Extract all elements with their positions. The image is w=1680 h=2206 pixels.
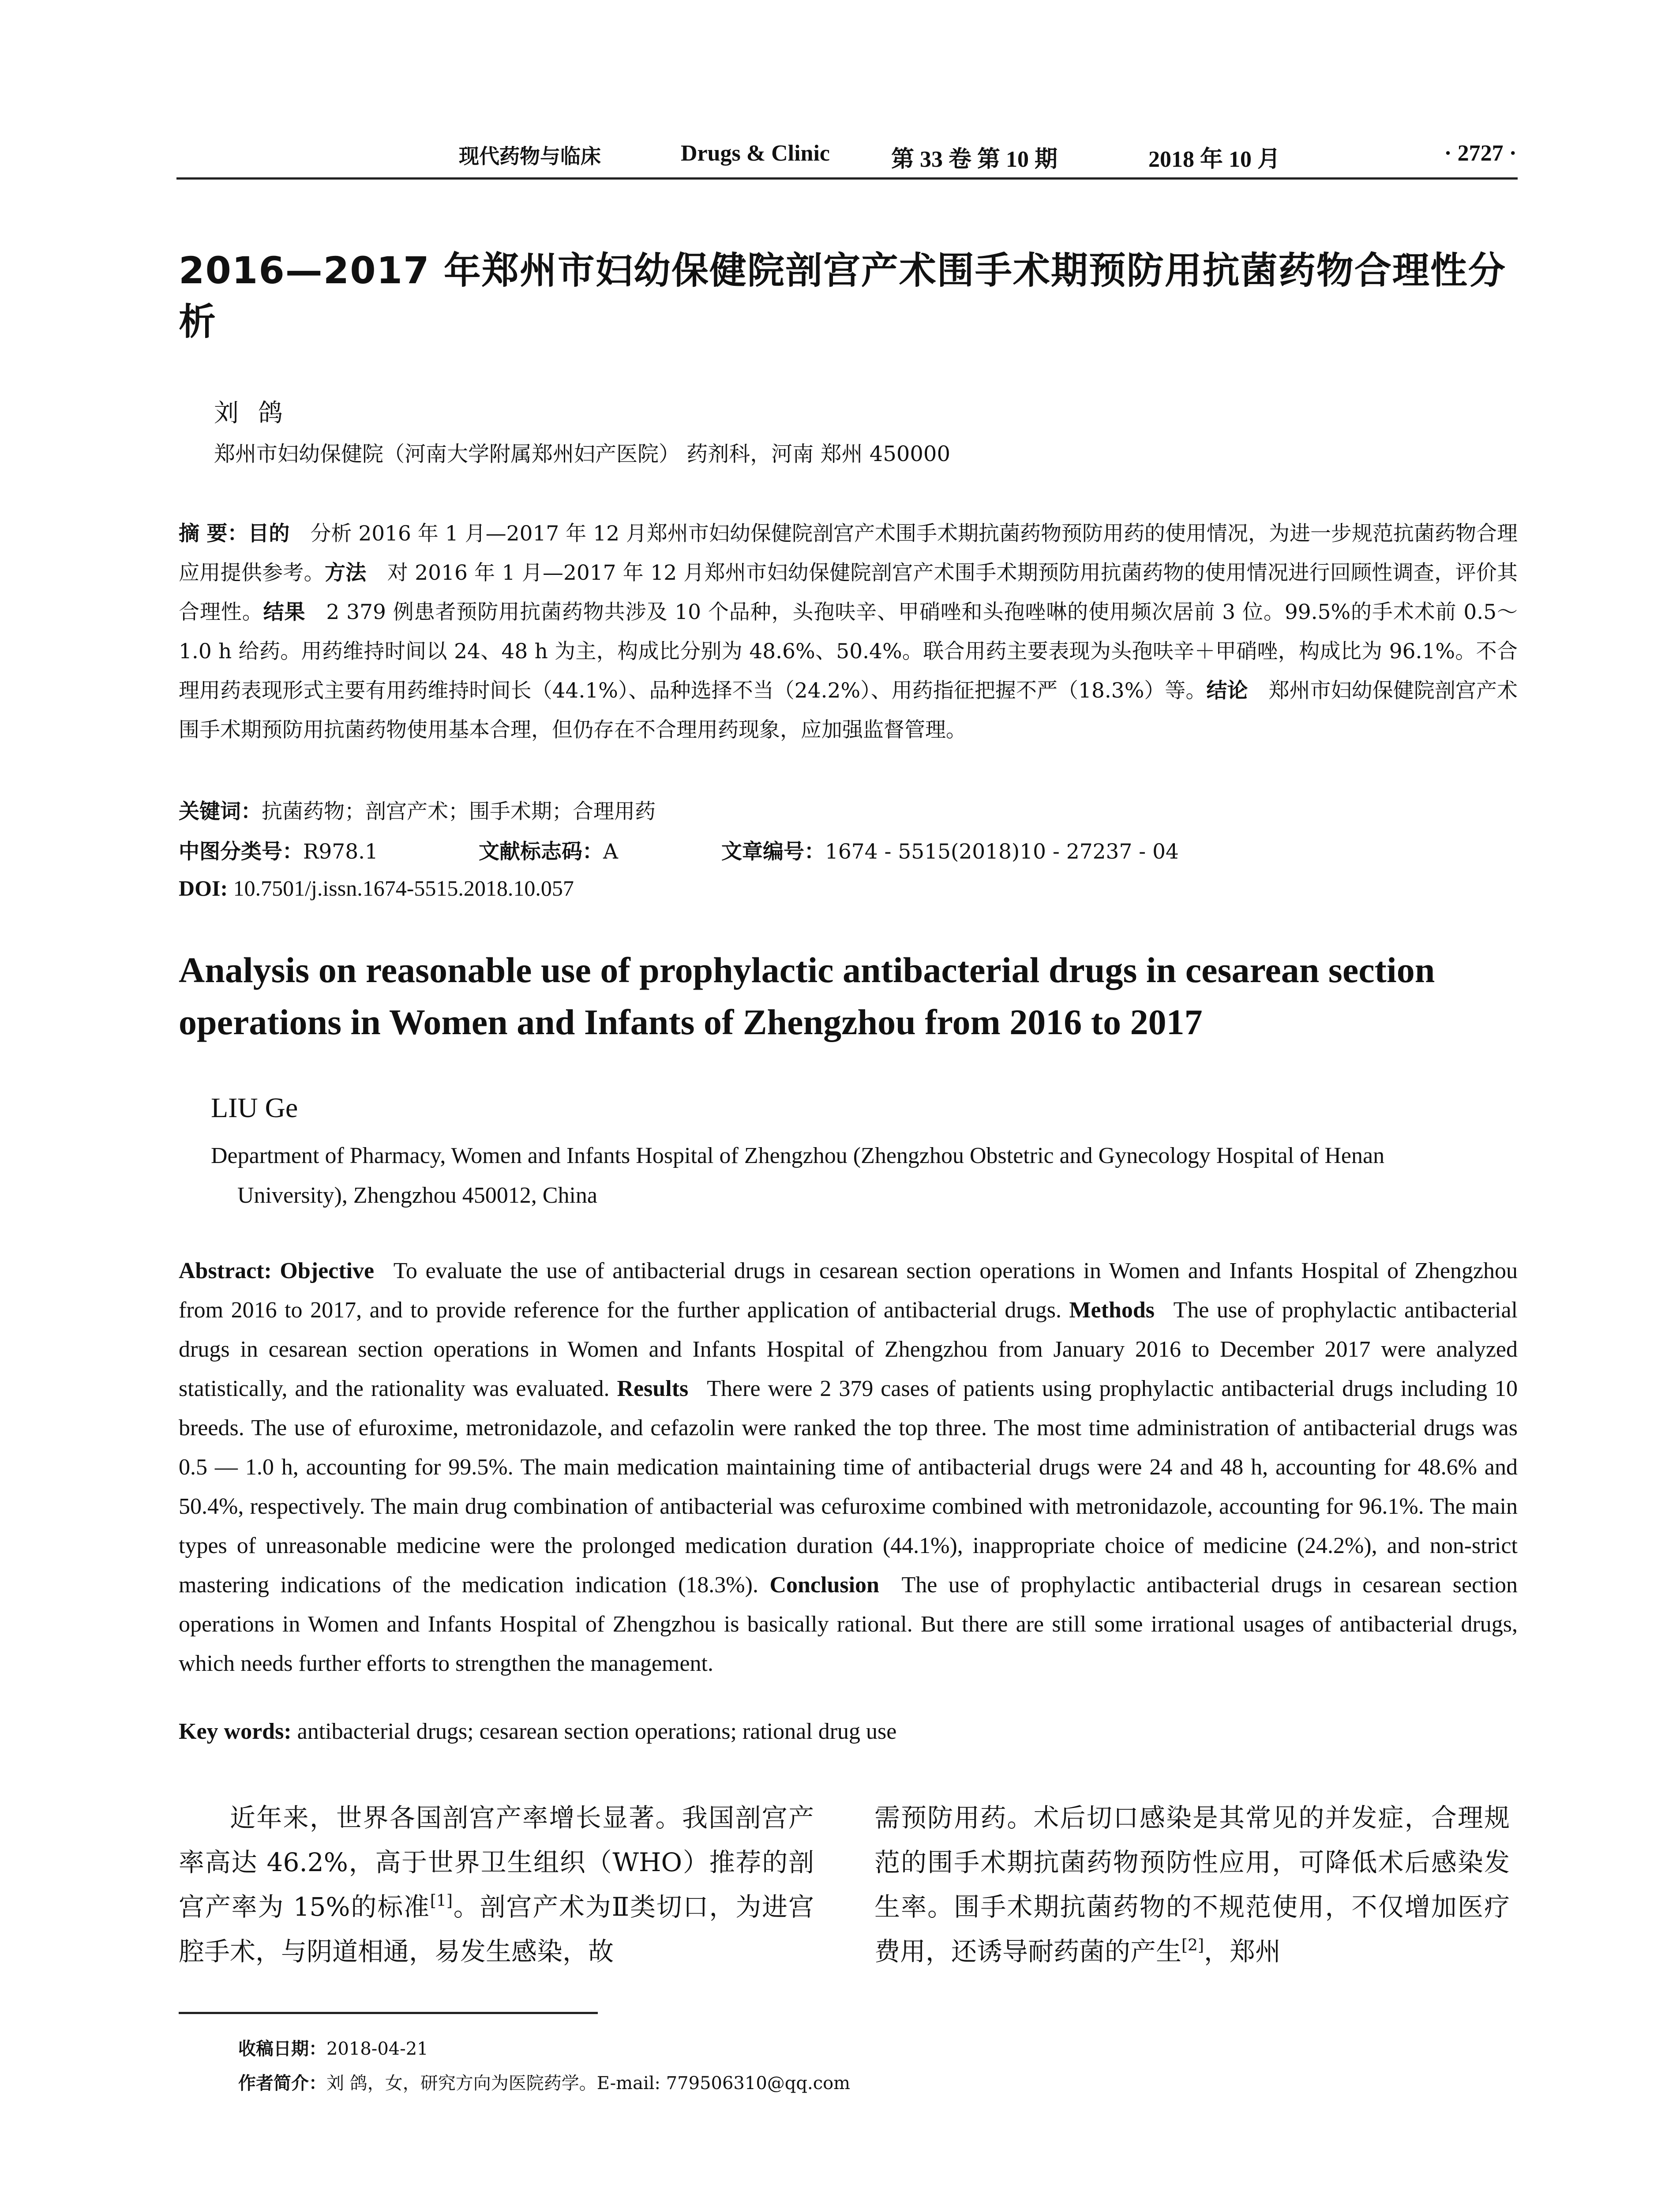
classification-line [179,835,1238,862]
keywords-en: antibacterial drugs; cesarean section operations; rational drug use [297,1719,897,1744]
objective-cn: 分析 2016 年 1 月—2017 年 12 月郑州市妇幼保健院剖宫产术围手术期抗菌药物预防用药的使用情况，为进一步规范抗菌药物合理应用提供参考。 [179,521,1518,585]
body-left-text-a: 近年来，世界各国剖宫产率增长显著。我国剖宫产率高达 46.2%，高于世界卫生组织（WHO）推荐的剖宫产率为 15%的标准 [179,1803,814,1922]
methods-cn: 对 2016 年 1 月—2017 年 12 月郑州市妇幼保健院剖宫产术围手术期预防用抗菌药物的使用情况进行回顾性调查，评价其合理性。 [179,561,1518,624]
clc-item [179,835,378,865]
results-label-en: Results [617,1376,689,1401]
abstract-cn [179,514,1518,750]
methods-label-cn: 方法 [324,561,367,585]
citation-2[interactable]: [2] [1181,1936,1204,1955]
footnote-rule [179,2012,598,2014]
footnote-author-bio [238,2069,850,2094]
bio-text: 刘 鸽，女，研究方向为医院药学。E-mail: 779506310@qq.com [326,2073,851,2093]
doi-value[interactable]: 10.7501/j.issn.1674-5515.2018.10.057 [233,876,574,900]
received-date: 2018-04-21 [326,2039,428,2059]
author-cn: 刘鸽 [214,399,302,428]
conclusion-label-en: Conclusion [769,1572,879,1598]
received-label: 收稿日期： [238,2039,326,2059]
abstract-label-en: Abstract: Objective [179,1258,375,1283]
doc-code-item [479,835,618,865]
methods-en: The use of prophylactic antibacterial drugs in cesarean section operations in Women and Infants Hospital of Zhengzhou from January 2016 to December 2017 were analyzed statistically, and the rationality was evaluated. [179,1298,1518,1401]
keywords-cn: 抗菌药物；剖宫产术；围手术期；合理用药 [262,799,656,824]
doi-label: DOI: [179,876,228,900]
journal-name-en: Drugs & Clinic [681,141,830,166]
body-right-text-a: 需预防用药。术后切口感染是其常见的并发症，合理规范的围手术期抗菌药物预防性应用，可降低术后感染发生率。围手术期抗菌药物的不规范使用，不仅增加医疗费用，还诱导耐药菌的产生 [874,1803,1510,1966]
author-en: LIU Ge [211,1092,298,1123]
conclusion-en: The use of prophylactic antibacterial drugs in cesarean section operations in Women and Infants Hospital of Zhengzhou is basically rational. But there are still some irrational usages of antibacterial drugs, which needs further efforts to strengthen the management. [179,1572,1518,1676]
conclusion-cn: 郑州市妇幼保健院剖宫产术围手术期预防用抗菌药物使用基本合理，但仍存在不合理用药现象，应加强监督管理。 [179,679,1518,742]
objective-en: To evaluate the use of antibacterial drugs in cesarean section operations in Women and Infants Hospital of Zhengzhou from 2016 to 2017, and to provide reference for the further application of antibacterial drugs. [179,1258,1518,1323]
body-column-right [874,1796,1510,1974]
page-number: · 2727 · [1444,141,1517,166]
citation-1[interactable]: [1] [430,1892,453,1910]
keywords-cn-line [179,795,656,825]
article-no-item [721,835,1179,865]
abstract-label-cn: 摘 要： [179,521,248,546]
clc-value: R978.1 [303,840,378,864]
affiliation-en-line1: Department of Pharmacy, Women and Infants Hospital of Zhengzhou (Zhengzhou Obstetric and Gynecology Hospital of Henan [211,1143,1385,1168]
clc-label: 中图分类号： [179,840,303,864]
issue-date: 2018 年 10 月 [1148,147,1281,172]
affiliation-cn: 郑州市妇幼保健院（河南大学附属郑州妇产医院） 药剂科，河南 郑州 450000 [214,442,951,466]
article-title-en: Analysis on reasonable use of prophylactic antibacterial drugs in cesarean section operations in Women and Infants of Zhengzhou from 2016 to 2017 [179,950,1435,1042]
body-right-text-b: ，郑州 [1204,1936,1281,1966]
header-rule [176,177,1518,180]
keywords-label-en: Key words: [179,1719,292,1744]
keywords-label-cn: 关键词： [179,799,262,824]
journal-name-cn: 现代药物与临床 [459,144,601,168]
footnote-received [238,2035,428,2060]
article-no-value: 1674 - 5515(2018)10 - 27237 - 04 [825,840,1179,864]
doi-line [179,875,574,901]
results-en: There were 2 379 cases of patients using prophylactic antibacterial drugs including 10 breeds. The use of efuroxime, metronidazole, and cefazolin were ranked the top three. The most time administration of antibacterial drugs was 0.5 — 1.0 h, accounting for 99.5%. The main medication maintaining time of antibacterial drugs were 24 and 48 h, accounting for 48.6% and 50.4%, respectively. The main drug combination of antibacterial was cefuroxime combined with metronidazole, accounting for 96.1%. The main types of unreasonable medicine were the prolonged medication duration (44.1%), inappropriate choice of medicine (24.2%), and non-strict mastering indications of the medication indication (18.3%). [179,1376,1518,1598]
results-cn: 2 379 例患者预防用抗菌药物共涉及 10 个品种，头孢呋辛、甲硝唑和头孢唑啉的使用频次居前 3 位。99.5%的手术术前 0.5～1.0 h 给药。用药维持时间以 24、48 h 为主，构成比分别为 48.6%、50.4%。联合用药主要表现为头孢呋辛＋甲硝唑，构成比为 96.1%。不合理用药表现形式主要有用药维持时间长（44.1%）、品种选择不当（24.2%）、用药指征把握不严（18.3%）等。 [179,600,1518,703]
results-label-cn: 结果 [263,600,306,624]
affiliation-en-line2: University), Zhengzhou 450012, China [237,1183,597,1208]
volume-issue: 第 33 卷 第 10 期 [891,147,1058,172]
affiliation-en [211,1136,1517,1216]
body-left-text-b: 。剖宫产术为Ⅱ类切口，为进宫腔手术，与阴道相通，易发生感染，故 [179,1892,814,1966]
article-title-cn: 2016—2017 年郑州市妇幼保健院剖宫产术围手术期预防用抗菌药物合理性分析 [179,249,1506,343]
doc-code-label: 文献标志码： [479,840,603,864]
conclusion-label-cn: 结论 [1206,679,1248,703]
keywords-en-line [179,1718,896,1745]
article-no-label: 文章编号： [721,840,825,864]
objective-label-cn: 目的 [248,521,290,546]
doc-code-value: A [603,840,618,864]
methods-label-en: Methods [1069,1298,1155,1323]
bio-label: 作者简介： [238,2073,326,2093]
running-header [176,140,1517,171]
body-column-left [179,1796,814,1974]
abstract-en [179,1251,1518,1683]
